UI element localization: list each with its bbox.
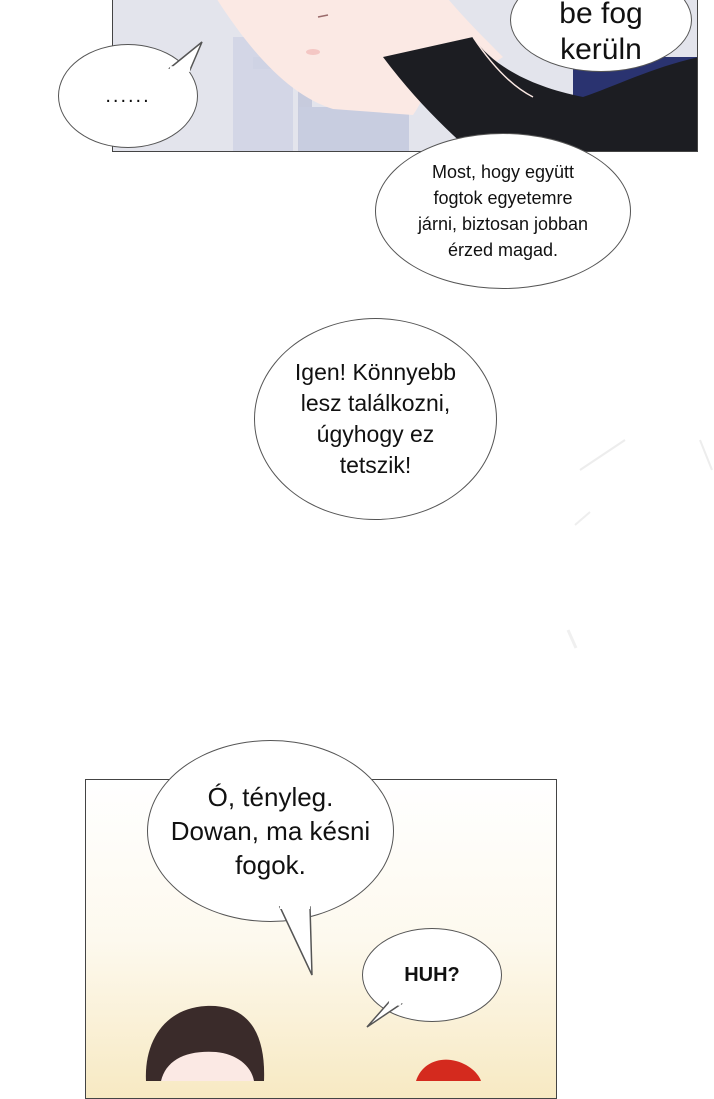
speech-bubble-o-tenyleg-text: Ó, tényleg. Dowan, ma késni fogok. (170, 782, 371, 880)
speech-bubble-top-right-text: be fog kerüln (559, 0, 643, 66)
ellipsis-bubble-tail (168, 40, 208, 70)
speech-bubble-huh-text: HUH? (404, 963, 460, 986)
speech-bubble-igen-text: Igen! Könnyebb lesz találkozni, úgyhogy ez tetszik! (294, 359, 457, 478)
speech-bubble-igen (254, 318, 497, 520)
speech-bubble-ellipsis-text: ...... (105, 84, 151, 107)
speech-bubble-o-tenyleg (147, 740, 394, 922)
speech-bubble-most-hogy-text: Most, hogy együtt fogtok egyetemre járni, biztosan jobban érzed magad. (417, 162, 589, 260)
o-tenyleg-bubble-tail (270, 905, 320, 975)
huh-bubble-tail (365, 1000, 405, 1030)
speech-bubble-most-hogy (375, 133, 631, 289)
